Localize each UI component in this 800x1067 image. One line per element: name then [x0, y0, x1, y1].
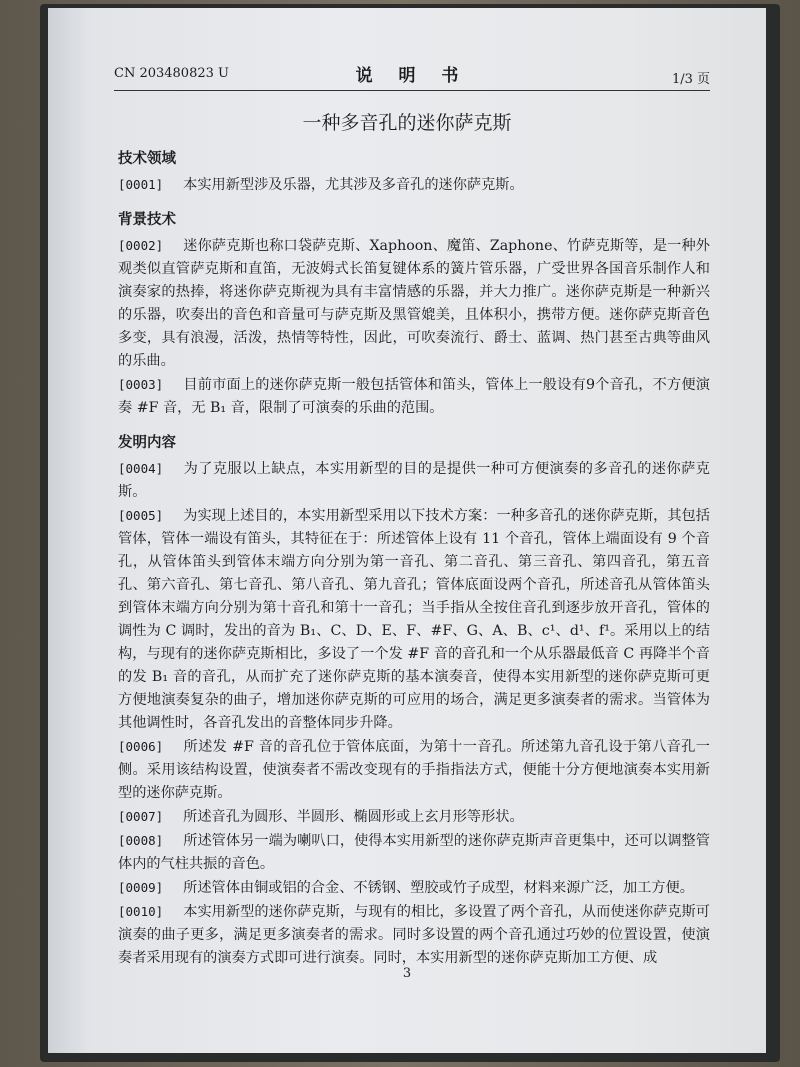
paragraph-number: [0006] [118, 739, 164, 754]
page-header [114, 58, 710, 91]
paragraph-number: [0004] [118, 461, 164, 476]
section [118, 148, 710, 197]
section-heading: 发明内容 [118, 435, 176, 451]
paragraph-number: [0002] [118, 238, 164, 253]
paragraph-text: 所述管体另一端为喇叭口，使得本实用新型的迷你萨克斯声音更集中，还可以调整管体内的气柱共振的音色。 [118, 833, 710, 872]
paragraph [118, 829, 710, 876]
paragraph-text: 所述管体由铜或铝的合金、不锈钢、塑胶或竹子成型，材料来源广泛，加工方便。 [183, 880, 694, 896]
paragraph-number: [0005] [118, 508, 164, 523]
document-type: 说 明 书 [355, 66, 469, 86]
paragraph [118, 457, 710, 504]
paragraph-text: 迷你萨克斯也称口袋萨克斯、Xaphoon、魔笛、Zaphone、竹萨克斯等，是一种外观类似直管萨克斯和直笛，无波姆式长笛复键体系的簧片管乐器，广受世界各国音乐制作人和演奏家的热捧，将迷你萨克斯视为具有丰富情感的乐器，并大力推广。迷你萨克斯是一种新兴的乐器，吹奏出的音色和音量可与萨克斯及黑管媲美，且体积小，携带方便。迷你萨克斯音色多变，具有浪漫，活泼，热情等特性，因此，可吹奏流行、爵士、蓝调、热门甚至古典等曲风的乐曲。 [118, 238, 710, 369]
document-page [48, 8, 766, 1053]
paragraph [118, 504, 710, 735]
paragraph-number: [0003] [118, 377, 164, 392]
paragraph [118, 876, 710, 900]
paragraph-text: 本实用新型涉及乐器，尤其涉及多音孔的迷你萨克斯。 [183, 177, 524, 193]
paragraph-number: [0007] [118, 809, 164, 824]
page-number: 3 [402, 966, 412, 981]
document-title: 一种多音孔的迷你萨克斯 [302, 112, 512, 134]
paragraph-text: 所述音孔为圆形、半圆形、椭圆形或上玄月形等形状。 [183, 809, 524, 825]
paragraph [118, 373, 710, 420]
document-body [118, 148, 710, 970]
paragraph-number: [0008] [118, 833, 164, 848]
page-indicator: 1/3 页 [671, 72, 710, 87]
paragraph-text: 为实现上述目的，本实用新型采用以下技术方案：一种多音孔的迷你萨克斯，其包括管体，管体一端设有笛头，其特征在于：所述管体上设有 11 个音孔，管体上端面设有 9 个音孔，从管体笛头到管体末端方向分别为第一音孔、第二音孔、第三音孔、第四音孔，第五音孔、第六音孔、第七音孔、第八音孔、第九音孔；管体底面设两个音孔，所述音孔从管体笛头到管体末端方向分别为第十音孔和第十一音孔；当手指从全按住音孔到逐步放开音孔，管体的调性为 C 调时，发出的音为 B₁、C、D、E、F、#F、G、A、B、c¹、d¹、f¹。采用以上的结构，与现有的迷你萨克斯相比，多设了一个发 #F 音的音孔和一个从乐器最低音 C 再降半个音的发 B₁ 音的音孔，从而扩充了迷你萨克斯的基本演奏音，使得本实用新型的迷你萨克斯可更方便地演奏复杂的曲子，增加迷你萨克斯的可应用的场合，满足更多演奏者的需求。当管体为其他调性时，各音孔发出的音整体同步升降。 [118, 508, 710, 731]
paragraph-number: [0009] [118, 880, 164, 895]
section-heading: 背景技术 [118, 212, 176, 228]
paragraph [118, 805, 710, 829]
paragraph [118, 173, 710, 197]
paragraph-text: 目前市面上的迷你萨克斯一般包括管体和笛头，管体上一般设有9个音孔，不方便演奏 #F 音，无 B₁ 音，限制了可演奏的乐曲的范围。 [118, 377, 710, 416]
paragraph-text: 为了克服以上缺点，本实用新型的目的是提供一种可方便演奏的多音孔的迷你萨克斯。 [118, 461, 710, 500]
paragraph [118, 735, 710, 805]
section-heading: 技术领域 [118, 151, 176, 167]
patent-number: CN 203480823 U [114, 66, 229, 81]
section [118, 209, 710, 420]
paragraph-text: 本实用新型的迷你萨克斯，与现有的相比，多设置了两个音孔，从而使迷你萨克斯可演奏的曲子更多，满足更多演奏者的需求。同时多设置的两个音孔通过巧妙的位置设置，使演奏者采用现有的演奏方式即可进行演奏。同时，本实用新型的迷你萨克斯加工方便、成 [118, 904, 710, 966]
section [118, 432, 710, 970]
paragraph-text: 所述发 #F 音的音孔位于管体底面，为第十一音孔。所述第九音孔设于第八音孔一侧。采用该结构设置，使演奏者不需改变现有的手指指法方式，便能十分方便地演奏本实用新型的迷你萨克斯。 [118, 739, 710, 801]
paragraph-number: [0001] [118, 177, 164, 192]
paragraph-number: [0010] [118, 904, 164, 919]
paragraph [118, 234, 710, 373]
paragraph [118, 900, 710, 970]
